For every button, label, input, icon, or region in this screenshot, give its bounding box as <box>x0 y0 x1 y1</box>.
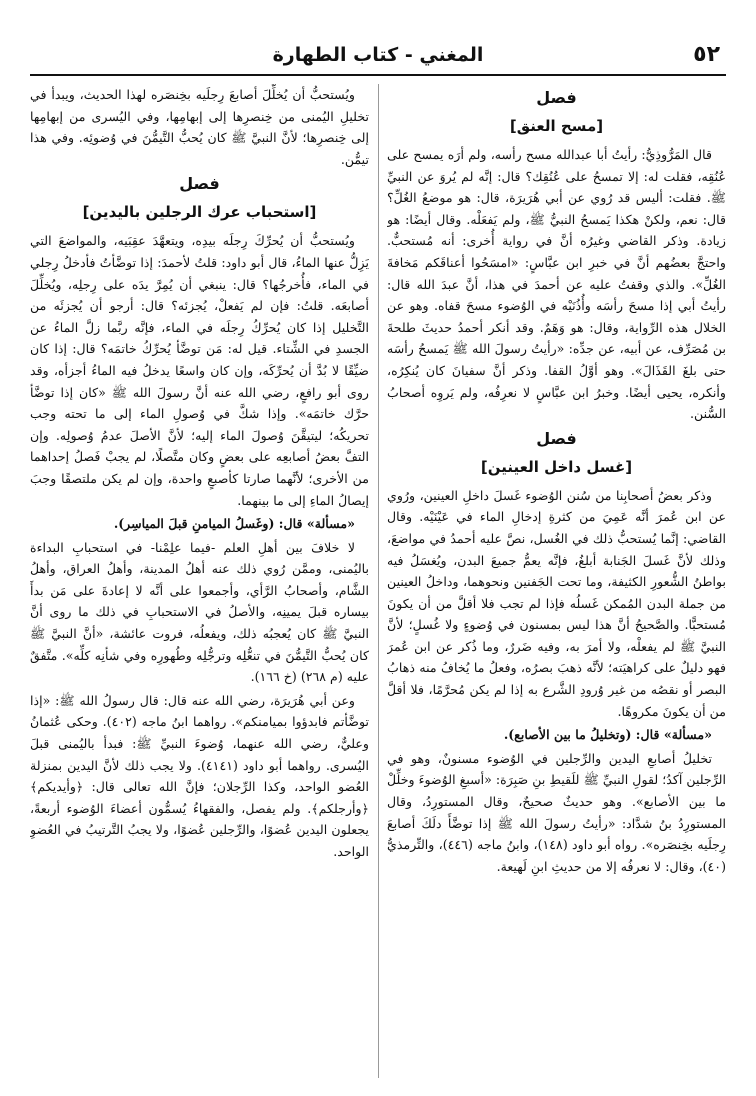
paragraph: ويُستحبُّ أن يُخلِّلَ أصابعَ رِجلَيه بخِنصَره لهذا الحديث، ويبدأ في تخليلِ اليُمنى من خِنصرِها إلى إبهامِها، وفي اليُسرى من إبهامِها إلى خِنصرِها؛ لأنَّ النبيَّ ﷺ كان يُحبُّ التَّيمُّنَ في وُضوئِه. وفي هذا تيمُّن. <box>30 87 369 167</box>
page-header <box>30 40 726 76</box>
paragraph: ويُستحبُّ أن يُحرِّكَ رِجلَه بيدِه، ويتعهَّدَ عقِبَيه، والمواضعَ التي يَزِلُّ عنها الماءُ، قال أبو داود: قلتُ لأحمدَ: إذا توضَّأتُ فأدخلُ رِجلي في الماء، فأُخرجُها؟ قال: ينبغي أن يُمِرَّ يدَه على رِجلِه، ويُخلِّلَ أصابعَه. قلتُ: فإن لم يَفعلْ، يُجزئه؟ قال: أرجو أن يُجزئَه من التَّخليل إذا كان يُحرِّكُ رِجلَه في الماء، فإنَّه ربَّما زلَّ الماءُ عن الجسدِ في الشِّتاء. قيل له: مَن توضَّأ يُحرِّكُ خاتمَه؟ قال: إذا كان ضيِّقًا لا بُدَّ أن يُحرِّكَه، وإن كان واسعًا يدخلُ فيه الماءُ أجزأه، وقد روى أبو رافعٍ، رضي الله عنه أنَّ رسولَ الله ﷺ «كان إذا توضَّأ حرَّك خاتمَه». وإذا شكَّ في وُصولِ الماء إلى ما تحته وجب تحريكُه؛ ليتيقَّنَ وُصولَ الماء إليه؛ لأنَّ الأصلَ عدمُ وُصولِه. وإن التفَّ بعضُ أصابعِه على بعضٍ وكان متَّصلًا، لم يجبْ فَصلُ إحداهما من الأخرى؛ لأنَّهما صارتا كأصبعٍ واحدة، وإن لم يكن ملتصقًا وجبَ إيصالُ الماءِ إلى ما بينهما. <box>30 233 369 508</box>
masala-heading: «مسألة» قال: (وغَسلُ الميامنِ قبلَ المياسِر). <box>113 516 355 532</box>
section-title: [غسل داخل العينين] <box>480 457 633 476</box>
left-column <box>30 84 369 1088</box>
paragraph: لا خلافَ بين أهلِ العلم -فيما علِمْنا- في استحبابِ البداءة باليُمنى، وممَّن رُوي ذلك عنه أهلُ المدينة، وأهلُ العراق، وأهلُ الشَّام، وأصحابُ الرَّأي، وأجمعوا على أنَّه لا إعادةَ على مَن بدأَ بيساره قبلَ يمينِه، والأصلُ في الاستحبابِ في ذلك ما روى أنَّ النبيَّ ﷺ كان يُعجبُه ذلك، ويفعلُه، فروت عائشة، «أنَّ النبيَّ ﷺ كان يُحبُّ التَّيمُّنَ في تنعُّلِه وترجُّلِه وطُهورِه وفي شأنِه كلِّه». متَّفقٌ عليه (م ٢٦٨) (خ ١٦٦). <box>30 539 369 685</box>
masala-heading: «مسألة» قال: (وتخليلُ ما بين الأصابع). <box>503 727 712 743</box>
right-column <box>387 84 726 1088</box>
page-number: ٥٢ <box>693 42 720 67</box>
paragraph: تخليلُ أصابعِ اليدين والرِّجلين في الوُضوء مسنونٌ، وهو في الرِّجلين آكدُ؛ لقولِ النبيِّ ﷺ للَقيطِ بنِ صَبِرَة: «أسبغِ الوُضوءَ وخلِّلْ ما بين الأصابع». وهو حديثٌ صحيحٌ، وقال المستورِدُ، وقال المستورِدُ بنُ شدَّاد: «رأيتُ رسولَ الله ﷺ إذا توضَّأَ دلَكَ أصابعَ رِجلَيه بخِنصَره». رواه أبو داود (١٤٨)، وابنُ ماجه (٤٤٦)، والتِّرمذيُّ (٤٠)، وقال: لا نعرفُه إلا من حديثِ ابنِ لَهيعة. <box>387 750 726 874</box>
paragraph: قال المَرُّوذِيُّ: رأيتُ أبا عبدالله مسح رأسه، ولم أرَه يمسح على عُنُقِه، فقلت له: إلا تمسحُ على عُنُقِك؟ قال: إنَّه لم يُروَ عن النبيِّ ﷺ. فقلت: أليس قد رُوي عن أبي هُرَيرَة، قال: هو موضعُ الغُلِّ؟ قال: نعم، ولكنْ هكذا يَمسحُ النبيُّ ﷺ، ولم يَفعَلْه. وقال أيضًا: هو زيادة. وذكر القاضي وغيرُه أنَّ في رواية أُخرى: أنه مُستحبٌّ. واحتجَّ بعضُهم أنَّ في خبرِ ابن عبَّاسٍ: «امسَحُوا أعناقَكم مَخافةَ الغُلِّ». والذي وقفتُ عليه عن أحمدَ في هذا، أنَّ عبدَ الله قال: رأيتُ أبي إذا مسحَ رأسَه وأُذُنَيْه في الوُضوء مسحَ قفاه. وهو عن الخلال هذه الرِّواية، وقال: هو وَهَمٌ. وقد أنكر أحمدُ حديثَ طلحةَ بن مُصَرِّف، عن أبيه، عن جدِّه: «رأيتُ رسولَ الله ﷺ يَمسحُ رأسَه حتى بلغَ القَذَالَ». وهو أوَّلُ القفا. وذكر أنَّ سفيانَ كان يُنكِرُه، وأنكره، يحيى أيضًا. وخبرُ ابن عبَّاسٍ لا نعرِفُه، ولم يَروِه أصحابُ السُّنن. <box>387 147 726 422</box>
section-heading: فصل <box>536 88 577 107</box>
column-divider <box>378 84 379 1078</box>
paragraph: وذكر بعضُ أصحابِنا من سُنن الوُضوء غَسلَ داخلِ العينين، ورُوي عن ابن عُمرَ أنَّه عَمِيَ من كثرةِ إدخالِ الماء في عَيْنَيْه. وقال القاضي: إنَّما يُستحبُّ ذلك في الغُسل، نصَّ عليه أحمدُ في مواضعَ، وذلك لأنَّ غَسلَ الجَنابة أبلغُ، فإنَّه يعمُّ جميعَ البدن، ويُغسَلُ فيه بواطنُ الشُّعورِ الكثيفة، وما تحت الجَفنين ونحوهما، وداخلُ العينين من جملة البدن المُمكن غَسلُه فإذا لم تجب فلا أقلَّ من أن يكونَ مُستحبًّا. والصَّحيحُ أنَّ هذا ليس بمسنون في وُضوءٍ ولا غُسلٍ؛ لأنَّ النبيَّ ﷺ لم يفعلْه، ولا أمرَ به، وفيه ضَررٌ، وما ذُكر عن ابن عُمرَ فهو دليلٌ على كراهيَته؛ لأنَّه ذهبَ بصرُه، وفعلُ ما يُخافُ منه ذهابُ البصر أو نقصُه من غير وُرودِ الشَّرع به إذا لم يكن مُحرَّمًا، فلا أقلَّ من أن يكونَ مكروهًا. <box>387 487 726 719</box>
text-columns <box>30 84 726 1088</box>
section-heading: فصل <box>536 428 577 448</box>
section-heading: فصل <box>179 174 220 194</box>
section-title: [مسح العنق] <box>509 117 604 135</box>
running-title: المغني - كتاب الطهارة <box>272 44 484 66</box>
section-title: [استحباب عرك الرجلين باليدين] <box>82 203 317 222</box>
paragraph: وعن أبي هُرَيرَة، رضي الله عنه قال: قال رسولُ الله ﷺ: «إذا توضَّأتم فابدؤوا بميامنكم». رواهما ابنُ ماجه (٤٠٢). وحكى عُثمانُ وعليٌّ، رضي الله عنهما، وُضوءَ النبيِّ ﷺ: فبدأ باليُمنى قبلَ اليُسرى. رواهما أبو داود (٤١٤١). ولا يجب ذلك لأنَّ اليدين بمنزلة العُضو الواحد، وكذا الرِّجلان؛ فإنَّ الله تعالى قال: ﴿وأيديكم﴾ ﴿وأرجلكم﴾. ولم يفصل، والفقهاءُ يُسمُّون أعضاءَ الوُضوء أربعةً، يجعلون اليدين عُضوًا، والرِّجلين عُضوًا، ولا يجبُ التَّرتيبُ في العُضوِ الواحد. <box>30 692 369 859</box>
